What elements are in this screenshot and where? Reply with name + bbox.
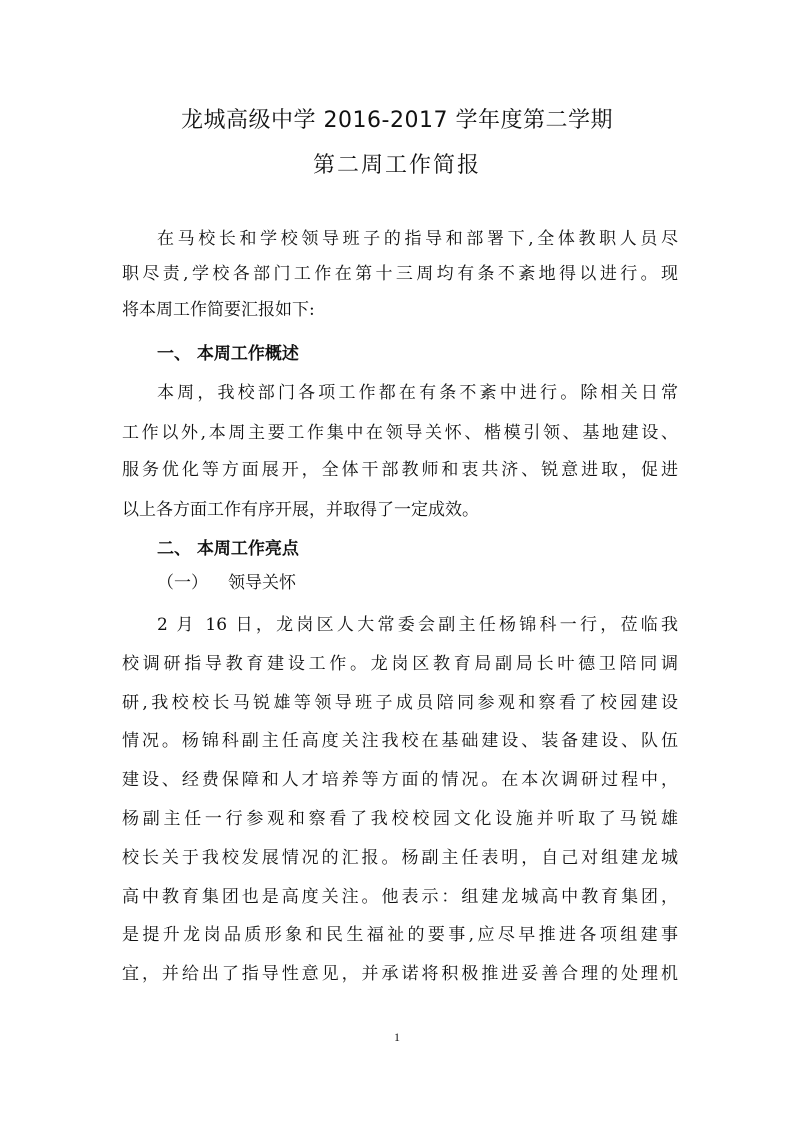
section-2-line-7: 校长关于我校发展情况的汇报。杨副主任表明，自己对组建龙城 xyxy=(122,848,678,868)
section-1-heading: 一、 本周工作概述 xyxy=(157,344,299,364)
subsection-1-heading xyxy=(157,570,296,596)
document-subtitle: 第二周工作简报 xyxy=(312,153,481,178)
section-1-line-4: 以上各方面工作有序开展，并取得了一定成效。 xyxy=(122,500,479,520)
section-2-line-3: 研,我校校长马锐雄等领导班子成员陪同参观和察看了校园建设 xyxy=(122,693,678,713)
section-2-line-5: 建设、经费保障和人才培养等方面的情况。在本次调研过程中， xyxy=(122,770,678,790)
section-2-line-6: 杨副主任一行参观和察看了我校校园文化设施并听取了马锐雄 xyxy=(122,809,678,829)
section-2-heading: 二、 本周工作亮点 xyxy=(157,539,299,559)
intro-line-1: 在马校长和学校领导班子的指导和部署下,全体教职人员尽 xyxy=(157,229,678,249)
page-number: 1 xyxy=(394,1030,400,1044)
section-1-line-1: 本周，我校部门各项工作都在有条不紊中进行。除相关日常 xyxy=(157,383,678,403)
intro-line-3: 将本周工作简要汇报如下: xyxy=(122,300,315,320)
document-title: 龙城高级中学 2016-2017 学年度第二学期 xyxy=(181,108,613,133)
section-2-line-10: 宜，并给出了指导性意见，并承诺将积极推进妥善合理的处理机 xyxy=(122,964,678,984)
section-2-line-2: 校调研指导教育建设工作。龙岗区教育局副局长叶德卫陪同调 xyxy=(122,654,678,674)
section-2-line-8: 高中教育集团也是高度关注。他表示：组建龙城高中教育集团， xyxy=(122,887,678,907)
section-1-line-3: 服务优化等方面展开，全体干部教师和衷共济、锐意进取，促进 xyxy=(122,460,678,480)
section-2-line-9: 是提升龙岗品质形象和民生福祉的要事,应尽早推进各项组建事 xyxy=(122,925,678,945)
section-1-line-2: 工作以外,本周主要工作集中在领导关怀、楷模引领、基地建设、 xyxy=(122,423,678,443)
subsection-1-number: （一） xyxy=(157,573,208,593)
section-2-line-4: 情况。杨锦科副主任高度关注我校在基础建设、装备建设、队伍 xyxy=(122,731,678,751)
subsection-1-label: 领导关怀 xyxy=(228,573,296,593)
intro-line-2: 职尽责,学校各部门工作在第十三周均有条不紊地得以进行。现 xyxy=(122,264,678,284)
section-2-line-1: 2 月 16 日，龙岗区人大常委会副主任杨锦科一行，莅临我 xyxy=(157,615,678,635)
